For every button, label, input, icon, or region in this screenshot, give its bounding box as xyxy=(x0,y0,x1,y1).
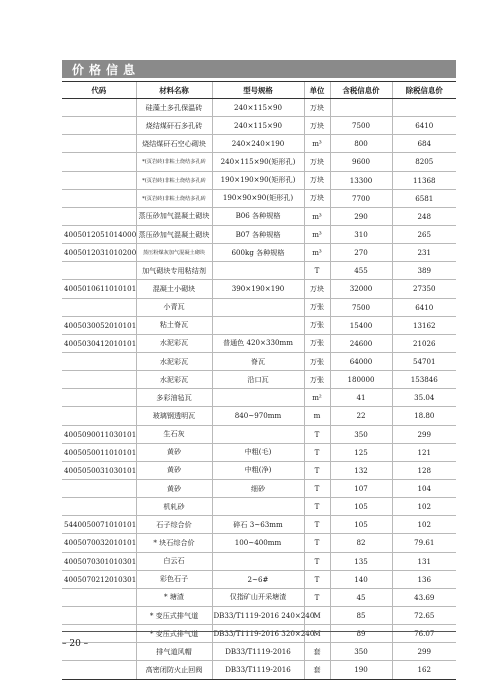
cell-price-without-tax: 684 xyxy=(392,135,456,153)
cell-material-name: 加气砌块专用粘结剂 xyxy=(136,262,212,280)
cell-code: 4005070301010301 xyxy=(62,552,136,570)
table-row xyxy=(62,643,456,661)
cell-unit: T xyxy=(304,425,330,443)
cell-price-without-tax: 54701 xyxy=(392,352,456,370)
cell-unit: 万张 xyxy=(304,298,330,316)
table-row xyxy=(62,516,456,534)
cell-spec: 600kg 各种规格 xyxy=(212,244,304,262)
cell-price-with-tax: 105 xyxy=(330,498,392,516)
cell-code: 4005070032010101 xyxy=(62,534,136,552)
cell-material-name: 玻璃钢透明瓦 xyxy=(136,407,212,425)
header-code: 代码 xyxy=(62,82,136,99)
table-row xyxy=(62,316,456,334)
cell-material-name: 机轧砂 xyxy=(136,498,212,516)
header-price-with-tax: 含税信息价 xyxy=(330,82,392,99)
cell-unit: 万块 xyxy=(304,189,330,207)
table-row xyxy=(62,99,456,117)
cell-price-without-tax: 389 xyxy=(392,262,456,280)
table-row xyxy=(62,371,456,389)
cell-unit: m xyxy=(304,407,330,425)
cell-price-without-tax: 6410 xyxy=(392,298,456,316)
cell-price-with-tax: 105 xyxy=(330,516,392,534)
cell-unit: m³ xyxy=(304,207,330,225)
cell-price-without-tax: 231 xyxy=(392,244,456,262)
cell-material-name: 水泥彩瓦 xyxy=(136,352,212,370)
cell-spec: 240×115×90 xyxy=(212,117,304,135)
cell-price-without-tax: 18.80 xyxy=(392,407,456,425)
cell-unit: M xyxy=(304,606,330,624)
cell-price-without-tax: 162 xyxy=(392,661,456,679)
cell-unit: T xyxy=(304,516,330,534)
cell-price-with-tax: 32000 xyxy=(330,280,392,298)
table-row xyxy=(62,153,456,171)
cell-code: 4005030412010101 xyxy=(62,334,136,352)
cell-code: 4005050031030101 xyxy=(62,461,136,479)
cell-price-with-tax: 64000 xyxy=(330,352,392,370)
table-header-row xyxy=(62,82,456,99)
cell-spec: 细砂 xyxy=(212,479,304,497)
cell-price-with-tax: 45 xyxy=(330,588,392,606)
cell-code xyxy=(62,588,136,606)
cell-price-without-tax: 27350 xyxy=(392,280,456,298)
cell-spec: 840~970mm xyxy=(212,407,304,425)
cell-price-without-tax: 104 xyxy=(392,479,456,497)
table-row xyxy=(62,570,456,588)
cell-material-name: * 块石综合价 xyxy=(136,534,212,552)
cell-code: 4005090011030101 xyxy=(62,425,136,443)
cell-material-name: *(页岩砖)非粘土烧结多孔砖 xyxy=(136,171,212,189)
price-table xyxy=(62,81,456,680)
cell-material-name: 多彩油毡瓦 xyxy=(136,389,212,407)
cell-unit: T xyxy=(304,262,330,280)
cell-code xyxy=(62,498,136,516)
cell-price-with-tax: 7500 xyxy=(330,117,392,135)
cell-material-name: *(页岩砖)非粘土烧结多孔砖 xyxy=(136,189,212,207)
table-row xyxy=(62,189,456,207)
cell-material-name: 粘土脊瓦 xyxy=(136,316,212,334)
cell-material-name: 生石灰 xyxy=(136,425,212,443)
cell-price-without-tax: 265 xyxy=(392,225,456,243)
cell-material-name: 蒸压砂加气混凝土砌块 xyxy=(136,207,212,225)
cell-material-name: 蒸压粉煤灰加气混凝土砌块 xyxy=(136,244,212,262)
cell-unit: T xyxy=(304,570,330,588)
cell-code xyxy=(62,189,136,207)
cell-spec xyxy=(212,498,304,516)
cell-price-with-tax: 82 xyxy=(330,534,392,552)
cell-spec xyxy=(212,389,304,407)
table-row xyxy=(62,244,456,262)
cell-unit: 万张 xyxy=(304,334,330,352)
cell-material-name: 排气道风帽 xyxy=(136,643,212,661)
cell-code xyxy=(62,153,136,171)
cell-code xyxy=(62,207,136,225)
cell-unit: 万张 xyxy=(304,352,330,370)
cell-price-without-tax: 6581 xyxy=(392,189,456,207)
cell-code xyxy=(62,99,136,117)
cell-price-with-tax: 455 xyxy=(330,262,392,280)
cell-price-with-tax: 41 xyxy=(330,389,392,407)
table-row xyxy=(62,534,456,552)
header-spec: 型号规格 xyxy=(212,82,304,99)
table-row xyxy=(62,498,456,516)
cell-material-name: 水泥彩瓦 xyxy=(136,334,212,352)
cell-price-with-tax: 135 xyxy=(330,552,392,570)
cell-material-name: * 变压式排气道 xyxy=(136,606,212,624)
cell-unit: T xyxy=(304,498,330,516)
cell-price-without-tax: 136 xyxy=(392,570,456,588)
cell-material-name: 白云石 xyxy=(136,552,212,570)
cell-price-with-tax: 270 xyxy=(330,244,392,262)
cell-material-name: * 塘渣 xyxy=(136,588,212,606)
table-row xyxy=(62,280,456,298)
cell-code: 4005012031010200 xyxy=(62,244,136,262)
cell-price-with-tax: 7500 xyxy=(330,298,392,316)
cell-spec: 仅指矿山开采塘渣 xyxy=(212,588,304,606)
cell-price-with-tax: 15400 xyxy=(330,316,392,334)
table-row xyxy=(62,352,456,370)
cell-price-with-tax: 140 xyxy=(330,570,392,588)
header-price-without-tax: 除税信息价 xyxy=(392,82,456,99)
cell-price-without-tax xyxy=(392,99,456,117)
cell-code xyxy=(62,171,136,189)
section-banner xyxy=(62,60,456,78)
cell-code: 4005070212010301 xyxy=(62,570,136,588)
table-row xyxy=(62,207,456,225)
cell-spec xyxy=(212,552,304,570)
cell-spec: 240×115×90 xyxy=(212,99,304,117)
table-row xyxy=(62,225,456,243)
cell-unit: 套 xyxy=(304,643,330,661)
table-row xyxy=(62,135,456,153)
cell-spec: B06 各种规格 xyxy=(212,207,304,225)
cell-price-without-tax: 6410 xyxy=(392,117,456,135)
cell-price-without-tax: 248 xyxy=(392,207,456,225)
cell-price-with-tax xyxy=(330,99,392,117)
cell-spec: DB33/T1119-2016 320×240 xyxy=(212,625,304,643)
cell-code xyxy=(62,135,136,153)
cell-code xyxy=(62,352,136,370)
cell-unit: T xyxy=(304,479,330,497)
cell-spec: 中粗(净) xyxy=(212,461,304,479)
table-row xyxy=(62,334,456,352)
cell-material-name: 高密闭防火止回阀 xyxy=(136,661,212,679)
cell-unit: T xyxy=(304,588,330,606)
table-row xyxy=(62,552,456,570)
cell-unit: 万块 xyxy=(304,280,330,298)
cell-unit: T xyxy=(304,534,330,552)
table-row xyxy=(62,661,456,679)
cell-price-without-tax: 299 xyxy=(392,425,456,443)
cell-material-name: 混凝土小砌块 xyxy=(136,280,212,298)
cell-price-with-tax: 85 xyxy=(330,606,392,624)
table-row xyxy=(62,443,456,461)
cell-price-with-tax: 800 xyxy=(330,135,392,153)
cell-material-name: 黄砂 xyxy=(136,479,212,497)
cell-material-name: 石子综合价 xyxy=(136,516,212,534)
cell-spec: DB33/T1119-2016 240×240 xyxy=(212,606,304,624)
cell-unit: 万张 xyxy=(304,371,330,389)
cell-price-with-tax: 350 xyxy=(330,643,392,661)
cell-price-with-tax: 180000 xyxy=(330,371,392,389)
cell-spec: 240×240×190 xyxy=(212,135,304,153)
cell-unit: 万块 xyxy=(304,99,330,117)
cell-unit: 万块 xyxy=(304,171,330,189)
cell-material-name: 硅藻土多孔保温砖 xyxy=(136,99,212,117)
cell-price-with-tax: 9600 xyxy=(330,153,392,171)
cell-material-name: 彩色石子 xyxy=(136,570,212,588)
cell-spec xyxy=(212,262,304,280)
cell-price-without-tax: 72.65 xyxy=(392,606,456,624)
cell-spec: DB33/T1119-2016 xyxy=(212,661,304,679)
cell-price-without-tax: 11368 xyxy=(392,171,456,189)
cell-material-name: * 变压式排气道 xyxy=(136,625,212,643)
cell-spec xyxy=(212,316,304,334)
cell-code xyxy=(62,479,136,497)
cell-unit: m² xyxy=(304,389,330,407)
table-row xyxy=(62,407,456,425)
cell-price-with-tax: 310 xyxy=(330,225,392,243)
cell-price-without-tax: 128 xyxy=(392,461,456,479)
cell-spec: 390×190×190 xyxy=(212,280,304,298)
cell-unit: 万块 xyxy=(304,117,330,135)
table-row xyxy=(62,606,456,624)
cell-spec: 中粗(毛) xyxy=(212,443,304,461)
table-row xyxy=(62,117,456,135)
cell-unit: m³ xyxy=(304,244,330,262)
cell-material-name: 水泥彩瓦 xyxy=(136,371,212,389)
table-body xyxy=(62,99,456,680)
cell-code xyxy=(62,117,136,135)
cell-code xyxy=(62,298,136,316)
table-row xyxy=(62,425,456,443)
cell-code xyxy=(62,262,136,280)
cell-code xyxy=(62,389,136,407)
table-row xyxy=(62,389,456,407)
cell-spec: 碎石 3~63mm xyxy=(212,516,304,534)
cell-spec: 190×190×90(矩形孔) xyxy=(212,171,304,189)
table-row xyxy=(62,461,456,479)
cell-price-with-tax: 89 xyxy=(330,625,392,643)
cell-unit: 万张 xyxy=(304,316,330,334)
cell-spec: 190×90×90(矩形孔) xyxy=(212,189,304,207)
cell-material-name: 黄砂 xyxy=(136,461,212,479)
cell-material-name: 蒸压砂加气混凝土砌块 xyxy=(136,225,212,243)
cell-price-with-tax: 190 xyxy=(330,661,392,679)
page-number: – 20 – xyxy=(62,639,89,649)
cell-code xyxy=(62,661,136,679)
cell-price-without-tax: 102 xyxy=(392,516,456,534)
footer-rule xyxy=(62,631,456,632)
cell-price-without-tax: 8205 xyxy=(392,153,456,171)
cell-price-with-tax: 13300 xyxy=(330,171,392,189)
cell-code: 4005012051014000 xyxy=(62,225,136,243)
cell-price-without-tax: 35.04 xyxy=(392,389,456,407)
cell-unit: m³ xyxy=(304,135,330,153)
header-unit: 单位 xyxy=(304,82,330,99)
cell-unit: 万块 xyxy=(304,153,330,171)
cell-material-name: 烧结煤矸石空心砌块 xyxy=(136,135,212,153)
cell-spec: 普通色 420×330mm xyxy=(212,334,304,352)
table-row xyxy=(62,262,456,280)
table-row xyxy=(62,479,456,497)
cell-unit: M xyxy=(304,625,330,643)
cell-price-with-tax: 22 xyxy=(330,407,392,425)
cell-price-with-tax: 350 xyxy=(330,425,392,443)
cell-price-with-tax: 132 xyxy=(330,461,392,479)
cell-spec: 脊瓦 xyxy=(212,352,304,370)
cell-price-with-tax: 290 xyxy=(330,207,392,225)
cell-price-without-tax: 102 xyxy=(392,498,456,516)
table-row xyxy=(62,625,456,643)
cell-code: 5440050071010101 xyxy=(62,516,136,534)
cell-price-without-tax: 21026 xyxy=(392,334,456,352)
cell-price-with-tax: 125 xyxy=(330,443,392,461)
cell-spec: 100~400mm xyxy=(212,534,304,552)
cell-unit: T xyxy=(304,443,330,461)
cell-code xyxy=(62,371,136,389)
cell-unit: T xyxy=(304,552,330,570)
cell-spec xyxy=(212,425,304,443)
cell-material-name: 黄砂 xyxy=(136,443,212,461)
cell-spec: 沿口瓦 xyxy=(212,371,304,389)
cell-price-without-tax: 43.69 xyxy=(392,588,456,606)
table-row xyxy=(62,588,456,606)
cell-code xyxy=(62,606,136,624)
cell-material-name: 小青瓦 xyxy=(136,298,212,316)
cell-spec: 2~6# xyxy=(212,570,304,588)
table-row xyxy=(62,171,456,189)
cell-price-without-tax: 79.61 xyxy=(392,534,456,552)
cell-price-with-tax: 107 xyxy=(330,479,392,497)
cell-material-name: *(页岩砖)非粘土烧结多孔砖 xyxy=(136,153,212,171)
section-title: 价格信息 xyxy=(72,63,141,77)
cell-price-without-tax: 299 xyxy=(392,643,456,661)
cell-unit: T xyxy=(304,461,330,479)
cell-price-without-tax: 121 xyxy=(392,443,456,461)
cell-code: 4005010611010101 xyxy=(62,280,136,298)
header-material-name: 材料名称 xyxy=(136,82,212,99)
cell-code xyxy=(62,407,136,425)
cell-price-without-tax: 13162 xyxy=(392,316,456,334)
cell-unit: m³ xyxy=(304,225,330,243)
cell-spec: B07 各种规格 xyxy=(212,225,304,243)
cell-spec: 240×115×90(矩形孔) xyxy=(212,153,304,171)
cell-price-with-tax: 7700 xyxy=(330,189,392,207)
cell-price-without-tax: 131 xyxy=(392,552,456,570)
cell-material-name: 烧结煤矸石多孔砖 xyxy=(136,117,212,135)
cell-price-without-tax: 153846 xyxy=(392,371,456,389)
cell-price-with-tax: 24600 xyxy=(330,334,392,352)
cell-spec: DB33/T1119-2016 xyxy=(212,643,304,661)
cell-code: 4005050011010101 xyxy=(62,443,136,461)
cell-unit: 套 xyxy=(304,661,330,679)
cell-spec xyxy=(212,298,304,316)
cell-price-without-tax: 76.07 xyxy=(392,625,456,643)
table-row xyxy=(62,298,456,316)
cell-code: 4005030052010101 xyxy=(62,316,136,334)
